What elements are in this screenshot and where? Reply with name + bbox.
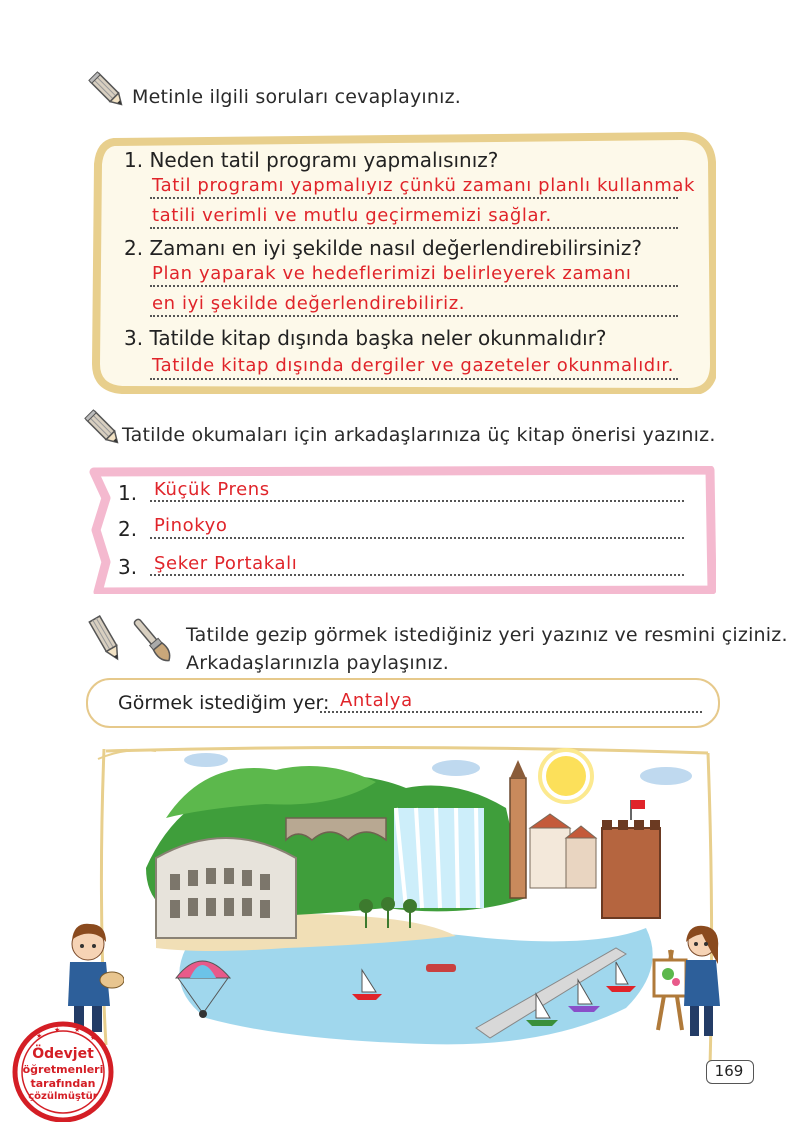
stamp-line-1: Ödevjet (32, 1046, 94, 1062)
book-answer-1: Küçük Prens (154, 479, 270, 500)
answer-line (320, 711, 702, 713)
pencil-icon (86, 612, 126, 666)
answer-line (150, 227, 678, 229)
answer-1-line-1: Tatil programı yapmalıyız çünkü zamanı planlı kullanmak (152, 175, 696, 196)
paintbrush-icon (128, 612, 178, 668)
girl-painter-illustration (648, 920, 724, 1044)
book-number-1: 1. (118, 481, 138, 505)
stamp-line-2: öğretmenleri (22, 1063, 104, 1076)
answer-line (150, 315, 678, 317)
book-number-2: 2. (118, 517, 138, 541)
book-answer-2: Pinokyo (154, 515, 228, 536)
place-label: Görmek istediğim yer: (118, 692, 330, 714)
svg-text:★: ★ (54, 1026, 61, 1034)
question-2: 2. Zamanı en iyi şekilde nasıl değerlendirebilirsiniz? (124, 236, 642, 260)
section3-instruction-line-1: Tatilde gezip görmek istediğiniz yeri yazınız ve resmini çiziniz. (186, 624, 788, 646)
answer-line (150, 574, 684, 576)
page-number: 169 (714, 1062, 744, 1080)
question-3: 3. Tatilde kitap dışında başka neler okunmalıdır? (124, 326, 607, 350)
answer-1-line-2: tatili verimli ve mutlu geçirmemizi sağlar. (152, 205, 552, 226)
section2-instruction: Tatilde okumaları için arkadaşlarınıza üç kitap önerisi yazınız. (122, 424, 716, 446)
answer-line (150, 537, 684, 539)
book-number-3: 3. (118, 555, 138, 579)
pencil-icon (84, 408, 124, 450)
section1-instruction: Metinle ilgili soruları cevaplayınız. (132, 86, 462, 108)
section3-instruction-line-2: Arkadaşlarınızla paylaşınız. (186, 652, 449, 674)
svg-text:★: ★ (90, 1034, 97, 1042)
stamp-line-3: tarafından (30, 1077, 96, 1090)
answer-line (150, 500, 684, 502)
answer-2-line-1: Plan yaparak ve hedeflerimizi belirleyerek zamanı (152, 263, 632, 284)
book-answer-3: Şeker Portakalı (154, 553, 298, 574)
question-1: 1. Neden tatil programı yapmalısınız? (124, 148, 499, 172)
answer-3-line-1: Tatilde kitap dışında dergiler ve gazeteler okunmalıdır. (152, 355, 675, 376)
place-answer: Antalya (340, 690, 413, 711)
pencil-icon (88, 70, 128, 112)
antalya-illustration (126, 748, 700, 1058)
svg-text:★: ★ (74, 1026, 81, 1034)
stamp-line-4: çözülmüştür (28, 1091, 98, 1102)
answer-line (150, 285, 678, 287)
svg-text:★: ★ (36, 1032, 43, 1040)
answer-line (150, 197, 678, 199)
answer-2-line-2: en iyi şekilde değerlendirebiliriz. (152, 293, 466, 314)
answer-line (150, 378, 678, 380)
